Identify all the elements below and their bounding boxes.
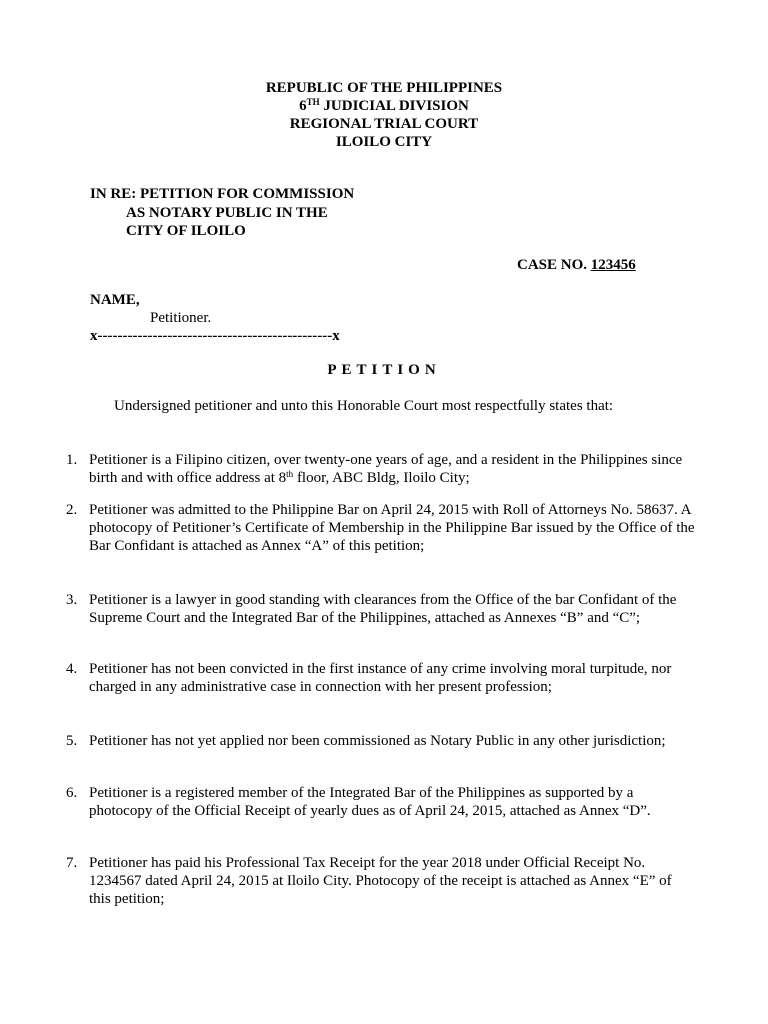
in-re-line-1: IN RE: PETITION FOR COMMISSION — [90, 186, 355, 202]
document-title: PETITION — [327, 362, 441, 378]
header-division-number: 6 — [299, 98, 307, 114]
list-item-text: Petitioner was admitted to the Philippine Bar on April 24, 2015 with Roll of Attorneys No. 58637. A photocopy of Petitioner’s Certificate of Membership in the Philippine Bar issued by the Office of the Bar Confidant is attached as Annex “A” of this petition; — [89, 502, 695, 554]
header-division-text: JUDICIAL DIVISION — [319, 98, 469, 114]
list-item-number: 5. — [66, 733, 78, 749]
list-item-text — [89, 451, 696, 487]
list-item-text: Petitioner has paid his Professional Tax Receipt for the year 2018 under Official Receipt No. 1234567 dated April 24, 2015 at Iloilo City. Photocopy of the receipt is attached as Annex “E” of this petition; — [89, 855, 672, 907]
ordinal-suffix: th — [286, 469, 294, 479]
list-item-number: 3. — [66, 592, 78, 608]
in-re-line-3: CITY OF ILOILO — [126, 223, 246, 239]
list-item-number: 6. — [66, 785, 78, 801]
caption-separator: x-----------------------------------------------x — [90, 328, 340, 344]
list-item-number: 2. — [66, 502, 78, 518]
list-item-text: Petitioner is a registered member of the Integrated Bar of the Philippines as supported by a photocopy of the Official Receipt of yearly dues as of April 24, 2015, attached as Annex “D”. — [89, 785, 651, 819]
case-number-label: CASE NO. — [517, 257, 591, 273]
list-item-number: 4. — [66, 661, 78, 677]
header-division-suffix: TH — [306, 97, 320, 107]
header-court: REGIONAL TRIAL COURT — [289, 116, 479, 132]
header-city: ILOILO CITY — [335, 134, 433, 150]
header-republic: REPUBLIC OF THE PHILIPPINES — [265, 80, 503, 96]
petitioner-name: NAME, — [90, 292, 140, 308]
in-re-line-2: AS NOTARY PUBLIC IN THE — [126, 205, 328, 221]
case-number — [517, 256, 636, 274]
header-division — [0, 97, 768, 115]
intro-paragraph: Undersigned petitioner and unto this Honorable Court most respectfully states that: — [114, 398, 614, 414]
list-item-text: Petitioner has not yet applied nor been commissioned as Notary Public in any other jurisdiction; — [89, 733, 666, 749]
list-item-text-part: floor, ABC Bldg, Iloilo City; — [293, 470, 470, 486]
case-number-value: 123456 — [590, 257, 636, 273]
list-item-text: Petitioner is a lawyer in good standing with clearances from the Office of the bar Confidant of the Supreme Court and the Integrated Bar of the Philippines, attached as Annexes “B” and “C”; — [89, 592, 677, 626]
list-item-number: 1. — [66, 452, 78, 468]
petitioner-role: Petitioner. — [150, 310, 212, 326]
list-item-text: Petitioner has not been convicted in the first instance of any crime involving moral turpitude, nor charged in any administrative case in connection with her present profession; — [89, 661, 672, 695]
list-item-number: 7. — [66, 855, 78, 871]
list-item-text-part: Petitioner is a Filipino citizen, over twenty-one years of age, and a resident in the Philippines since birth and with office address at 8 — [89, 452, 683, 486]
